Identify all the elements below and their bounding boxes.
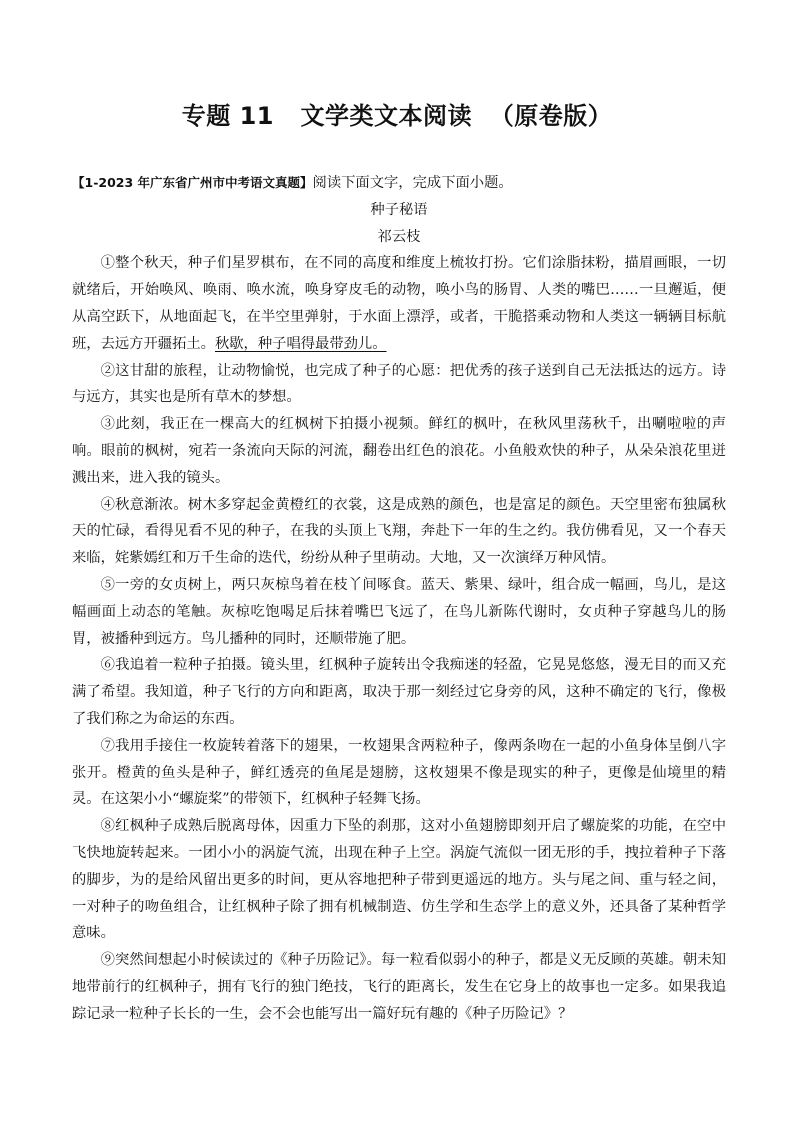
paragraph-4: ④秋意渐浓。树木多穿起金黄橙红的衣裳，这是成熟的颜色，也是富足的颜色。天空里密布独属秋天的忙碌，看得见看不见的种子，在我的头顶上飞翔，奔赴下一年的生之约。我仿佛看见，又一个春天来临，姹紫嫣红和万千生命的迭代，纷纷从种子里萌动。大地，又一次演绎万种风情。 xyxy=(72,496,726,567)
document-body xyxy=(72,170,726,1028)
paragraph-1 xyxy=(72,250,726,357)
paragraph-9: ⑨突然间想起小时候读过的《种子历险记》。每一粒看似弱小的种子，都是义无反顾的英雄。朝未知地带前行的红枫种子，拥有飞行的独门绝技，飞行的距离长，发生在它身上的故事也一定多。如果我追踪记录一粒种子长长的一生，会不会也能写出一篇好玩有趣的《种子历险记》？ xyxy=(72,952,726,1022)
paragraph-7: ⑦我用手接住一枚旋转着落下的翅果，一枚翅果含两粒种子，像两条吻在一起的小鱼身体呈倒八字张开。橙黄的鱼头是种子，鲜红透亮的鱼尾是翅膀，这枚翅果不像是现实的种子，更像是仙境里的精灵。在这架小小“螺旋桨”的带领下，红枫种子轻舞飞扬。 xyxy=(72,737,726,808)
paragraph-6: ⑥我追着一粒种子拍摄。镜头里，红枫种子旋转出令我痴迷的轻盈，它晃晃悠悠，漫无目的而又充满了希望。我知道，种子飞行的方向和距离，取决于那一刻经过它身旁的风，这种不确定的飞行，像极了我们称之为命运的东西。 xyxy=(72,657,726,727)
paragraph-2: ②这甘甜的旅程，让动物愉悦，也完成了种子的心愿：把优秀的孩子送到自己无法抵达的远方。诗与远方，其实也是所有草木的梦想。 xyxy=(72,362,726,406)
paragraph-5: ⑤一旁的女贞树上，两只灰椋鸟着在枝丫间啄食。蓝天、紫果、绿叶，组合成一幅画，鸟儿，是这幅画面上动态的笔触。灰椋吃饱喝足后抹着嘴巴飞远了，在鸟儿新陈代谢时，女贞种子穿越鸟儿的肠胃，被播种到远方。鸟儿播种的同时，还顺带施了肥。 xyxy=(72,576,726,647)
paragraph-8: ⑧红枫种子成熟后脱离母体，因重力下坠的刹那，这对小鱼翅膀即刻开启了螺旋桨的功能，在空中飞快地旋转起来。一团小小的涡旋气流，出现在种子上空。涡旋气流似一团无形的手，拽拉着种子下落的脚步，为的是给风留出更多的时间，更从容地把种子带到更遥远的地方。头与尾之间、重与轻之间，一对种子的吻鱼组合，让红枫种子除了拥有机械制造、仿生学和生态学上的意义外，还具备了某种哲学意味。 xyxy=(72,818,726,942)
paragraph-3: ③此刻，我正在一棵高大的红枫树下拍摄小视频。鲜红的枫叶，在秋风里荡秋千，出唰啦啦的声响。眼前的枫树，宛若一条流向天际的河流，翻卷出红色的浪花。小鱼般欢快的种子，从朵朵浪花里迸溅出来，进入我的镜头。 xyxy=(72,416,726,486)
paragraph-text: ①整个秋天，种子们星罗棋布，在不同的高度和维度上梳妆打扮。它们涂脂抹粉，描眉画眼，一切就绪后，开始唤风、唤雨、唤水流，唤身穿皮毛的动物，唤小鸟的肠胃、人类的嘴巴……一旦邂逅，便从高空跃下，从地面起飞，在半空里弹射，于水面上漂浮，或者，干脆搭乘动物和人类这一辆辆目标航班，去远方开疆拓土。 xyxy=(72,255,726,352)
source-tag: 【1-2023 年广东省广州市中考语文真题】 xyxy=(72,175,313,190)
article-author: 祁云枝 xyxy=(377,228,421,245)
document-title: 专题 11 文学类文本阅读 （原卷版） xyxy=(181,102,613,130)
article-title: 种子秘语 xyxy=(370,201,428,218)
question-intro xyxy=(72,170,726,197)
instruction-text: 阅读下面文字，完成下面小题。 xyxy=(312,175,513,191)
underlined-sentence: 秋歇，种子唱得最带劲儿。 xyxy=(214,335,387,352)
